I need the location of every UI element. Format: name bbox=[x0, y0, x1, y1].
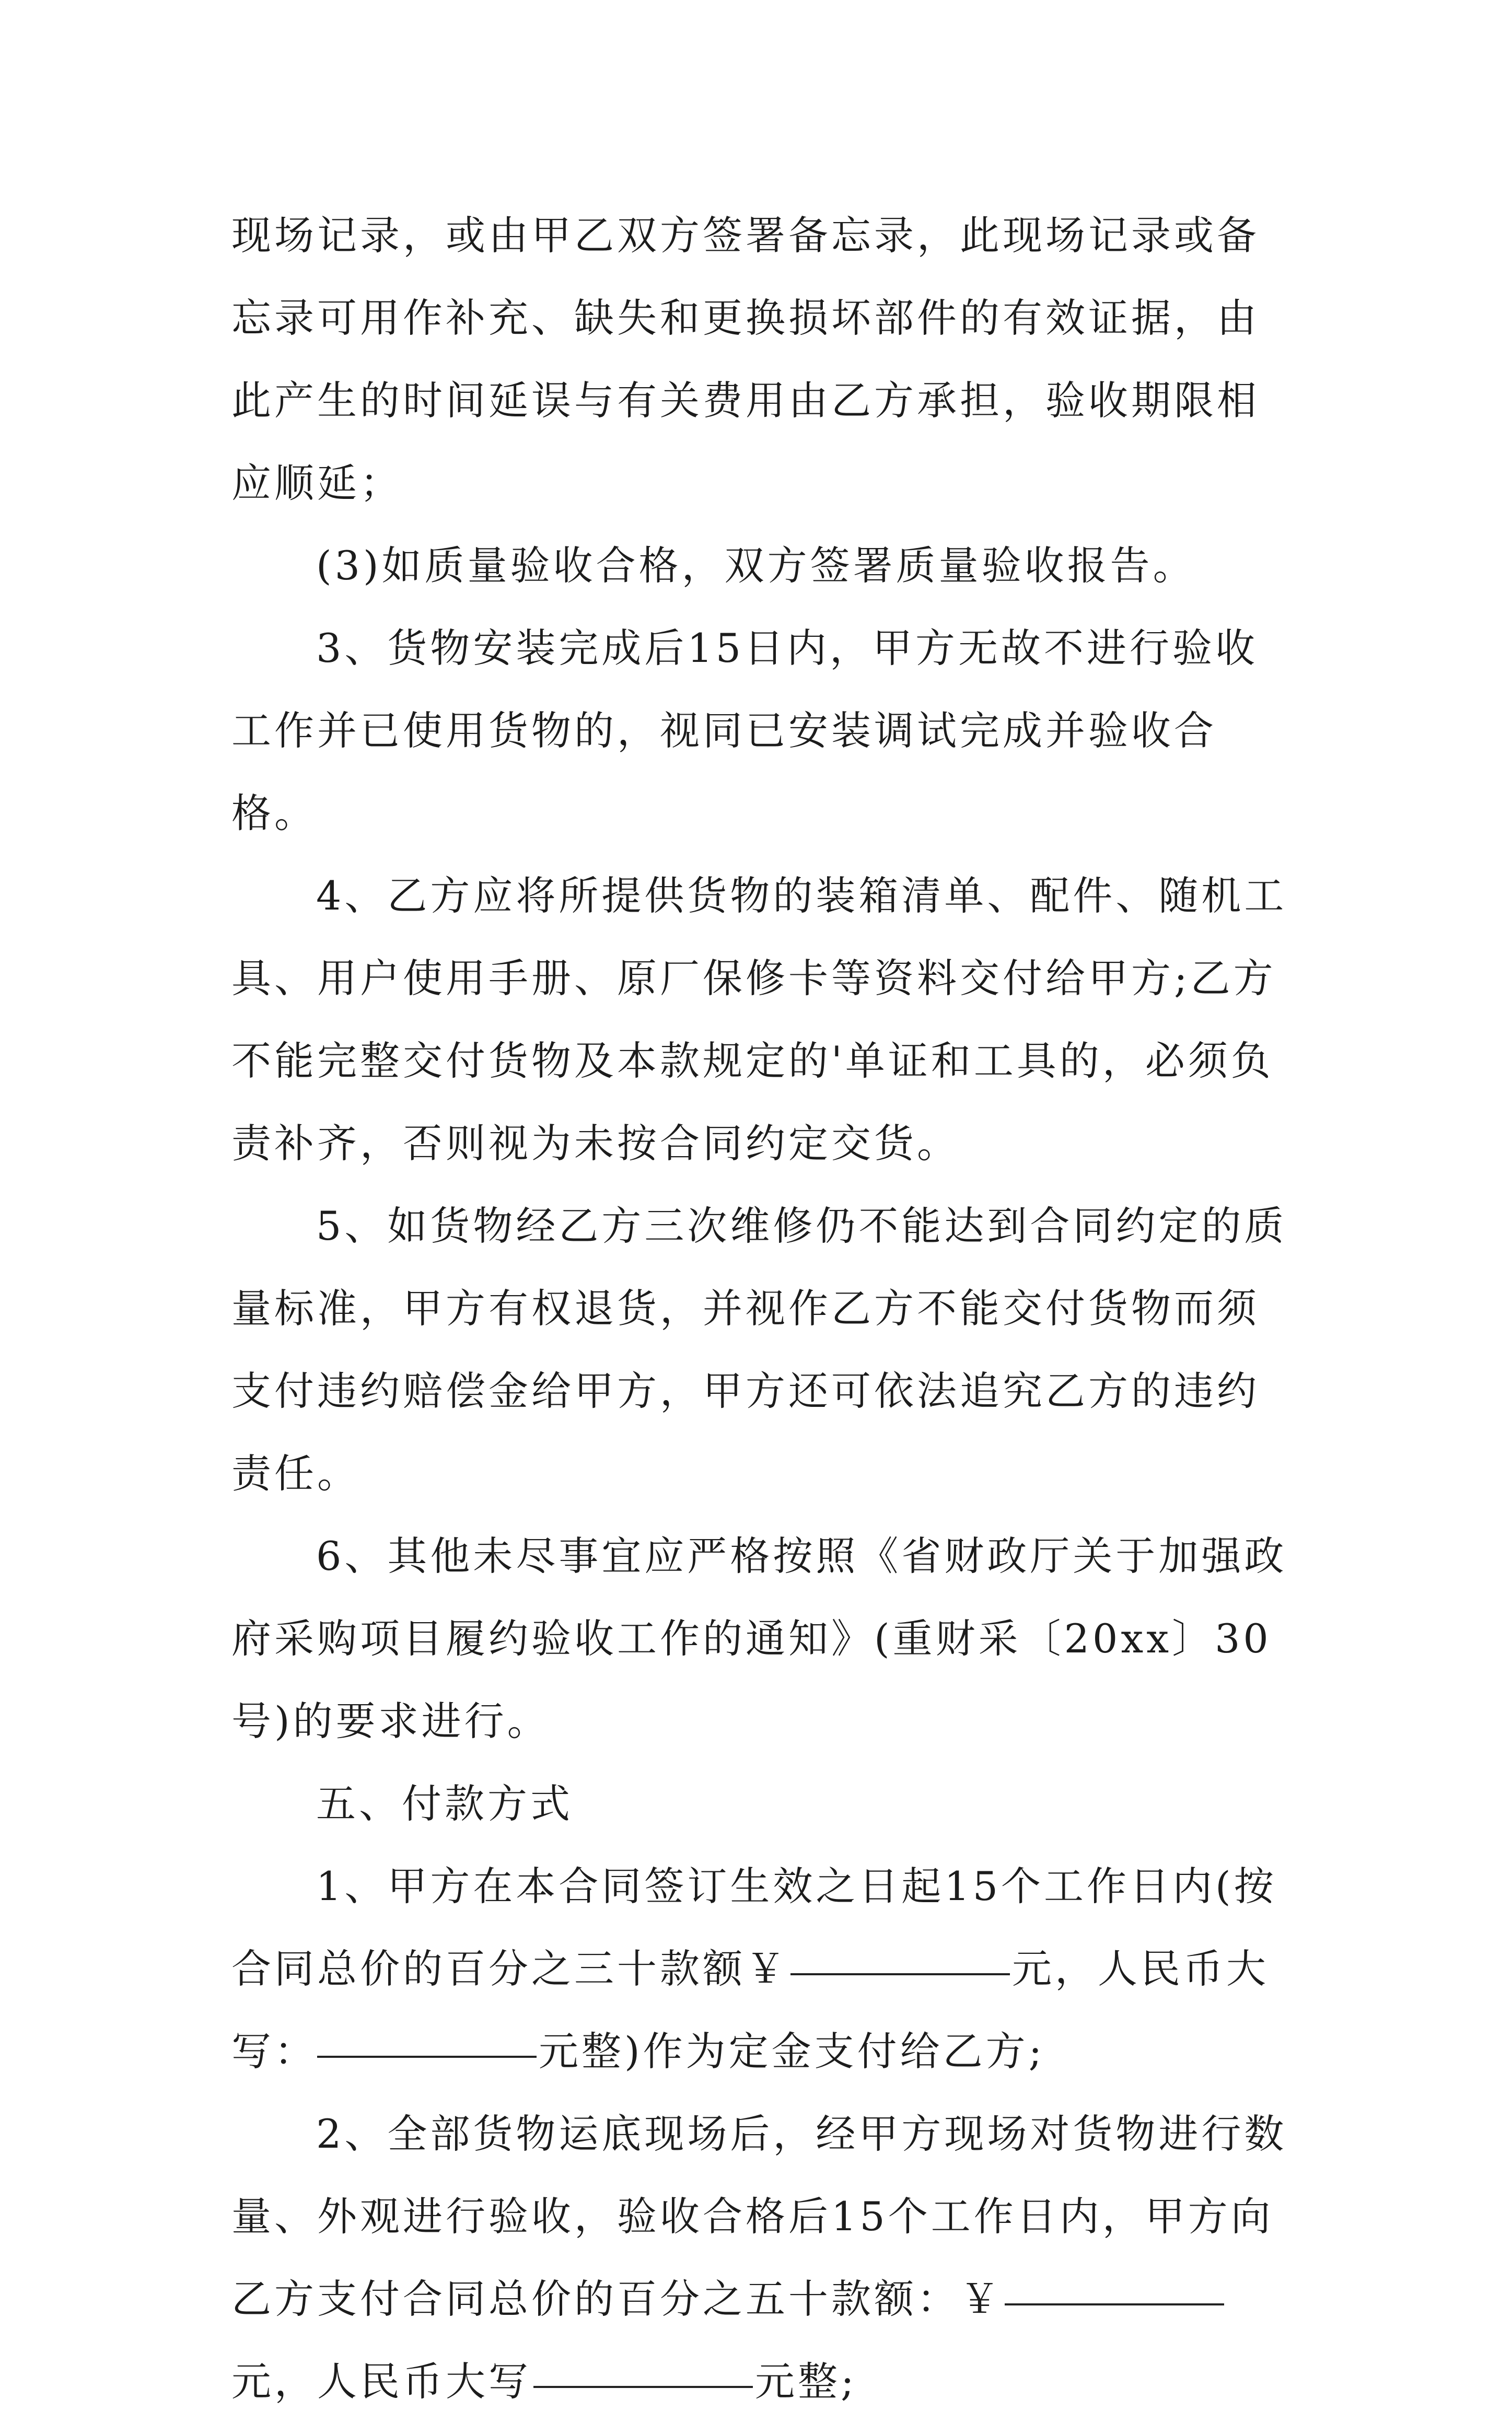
amount-in-words-blank-line bbox=[317, 2055, 537, 2058]
amount-in-words-blank-line bbox=[533, 2385, 753, 2388]
document-body bbox=[231, 194, 1297, 2423]
payment-1-text-b: 元，人民币大写： bbox=[231, 1946, 1269, 2075]
payment-2-text-a: 2、全部货物运底现场后，经甲方现场对货物进行数量、外观进行验收，验收合格后15个工作日内，甲方向乙方支付合同总价的百分之五十款额：￥ bbox=[231, 2111, 1287, 2322]
paragraph-clause-5: 5、如货物经乙方三次维修仍不能达到合同约定的质量标准，甲方有权退货，并视作乙方不能交付货物而须支付违约赔偿金给甲方，甲方还可依法追究乙方的违约责任。 bbox=[231, 1203, 1287, 1497]
paragraph-payment-2 bbox=[231, 2093, 1297, 2423]
paragraph-clause-3: 3、货物安装完成后15日内，甲方无故不进行验收工作并已使用货物的，视同已安装调试完成并验收合格。 bbox=[231, 625, 1259, 836]
amount-blank-line bbox=[790, 1973, 1010, 1975]
payment-2-text-b: 元，人民币大写 bbox=[231, 2358, 531, 2405]
amount-blank-line bbox=[1005, 2303, 1224, 2305]
paragraph-clause-6: 6、其他未尽事宜应严格按照《省财政厅关于加强政府采购项目履约验收工作的通知》(重财采〔20xx〕30号)的要求进行。 bbox=[231, 1533, 1287, 1744]
paragraph-quality-acceptance: (3)如质量验收合格，双方签署质量验收报告。 bbox=[316, 542, 1196, 589]
payment-1-text-c: 元整)作为定金支付给乙方; bbox=[539, 2028, 1045, 2075]
payment-1-text-a: 1、甲方在本合同签订生效之日起15个工作日内(按合同总价的百分之三十款额￥ bbox=[231, 1863, 1277, 1992]
paragraph-on-site-record: 现场记录，或由甲乙双方签署备忘录，此现场记录或备忘录可用作补充、缺失和更换损坏部件的有效证据，由此产生的时间延误与有关费用由乙方承担，验收期限相应顺延； bbox=[231, 212, 1260, 506]
paragraph-clause-4: 4、乙方应将所提供货物的装箱清单、配件、随机工具、用户使用手册、原厂保修卡等资料交付给甲方;乙方不能完整交付货物及本款规定的'单证和工具的，必须负责补齐，否则视为未按合同约定交货。 bbox=[231, 872, 1287, 1167]
paragraph-payment-1 bbox=[231, 1845, 1297, 2093]
payment-2-text-c: 元整; bbox=[755, 2358, 857, 2405]
section-heading-payment: 五、付款方式 bbox=[316, 1780, 573, 1827]
